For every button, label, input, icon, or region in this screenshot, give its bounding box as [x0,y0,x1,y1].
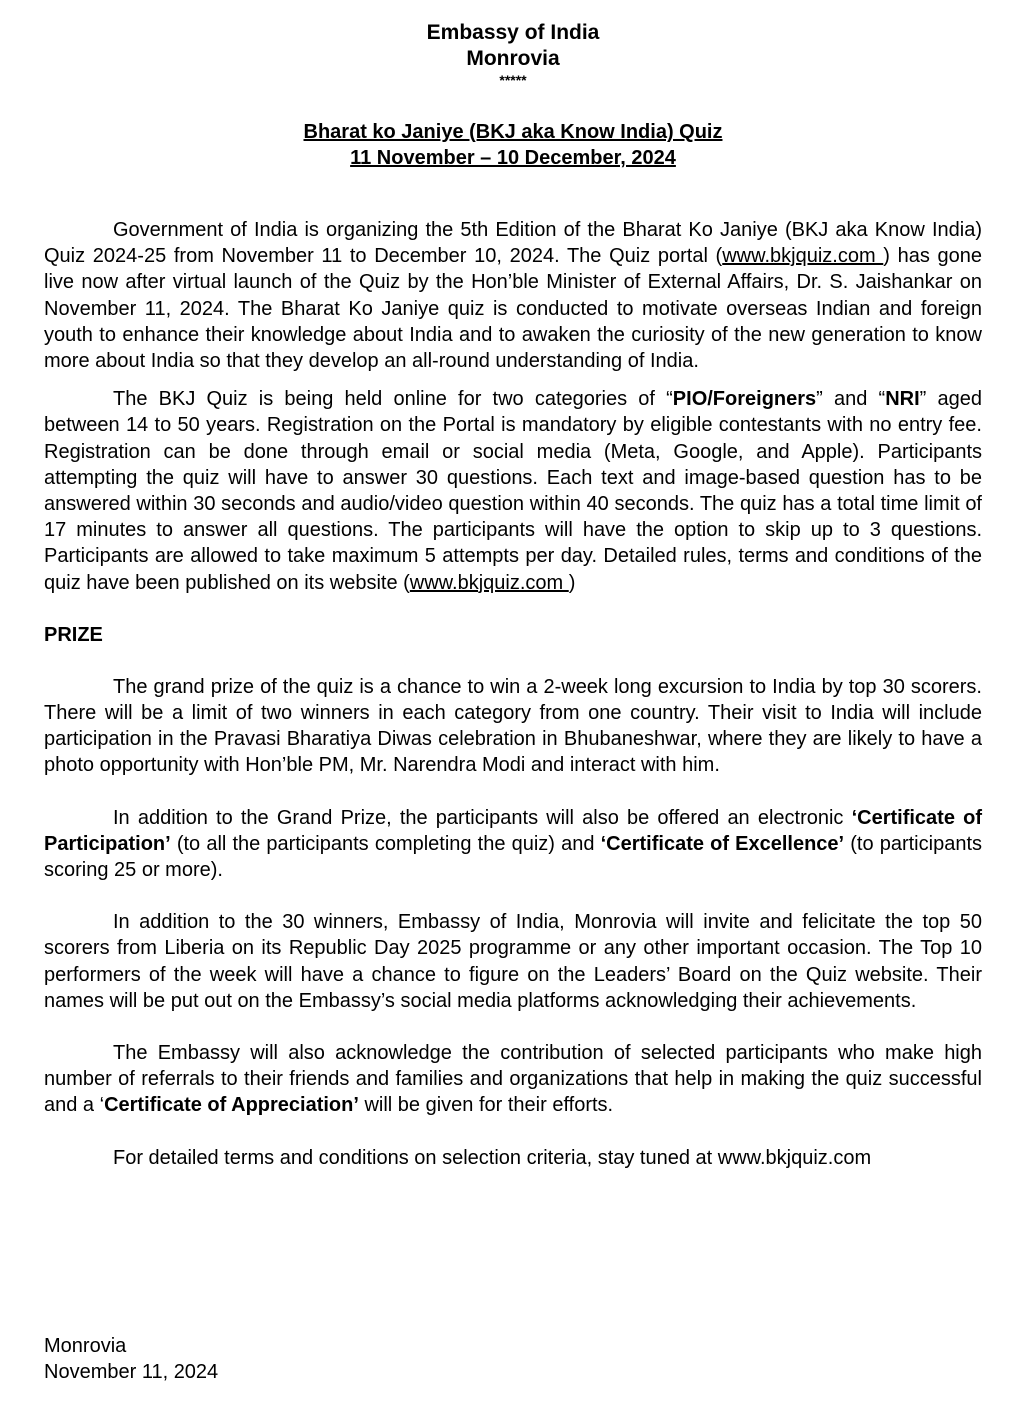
paragraph-text: (to participants scoring 25 or more). [44,832,982,882]
organization-name: Embassy of India [426,21,600,44]
paragraph-categories [44,386,982,596]
document-title [44,119,982,171]
footer-place: Monrovia [44,1335,127,1357]
certificate-appreciation: Certificate of Appreciation’ [104,1094,359,1117]
document-body [44,217,982,1171]
paragraph-felicitation: In addition to the 30 winners, Embassy of India, Monrovia will invite and felicitate the top 50 scorers from Liberia on its Republic Day 2025 programme or any other important occasion. The Top 10 performers of the week will have a chance to figure on the Leaders’ Board on the Quiz website. Their names will be put out on the Embassy’s social media platforms acknowledging their achievements. [44,911,982,1012]
paragraph-certificates [44,805,982,884]
paragraph-text: (to all the participants completing the quiz) and [170,832,601,855]
footer-date: November 11, 2024 [44,1361,219,1383]
letterhead [44,20,982,88]
paragraph-text: will be given for their efforts. [358,1094,614,1117]
signature-block [44,1333,218,1385]
paragraph-terms: For detailed terms and conditions on selection criteria, stay tuned at www.bkjquiz.com [113,1146,872,1169]
paragraph-text: Government of India is organizing the 5th Edition of the Bharat Ko Janiye (BKJ aka Know India) Quiz 2024-25 from November 11 to December 10, 2024. The Quiz portal ( [44,219,982,268]
organization-city: Monrovia [466,47,560,70]
category-pio: PIO/Foreigners [672,388,817,411]
paragraph-grand-prize: The grand prize of the quiz is a chance to win a 2-week long excursion to India by top 30 scorers. There will be a limit of two winners in each category from one country. Their visit to India will include participation in the Pravasi Bharatiya Diwas celebration in Bhubaneshwar, where they are likely to have a photo opportunity with Hon’ble PM, Mr. Narendra Modi and interact with him. [44,675,982,777]
paragraph-text: ) has gone live now after virtual launch of the Quiz by the Hon’ble Minister of External Affairs, Dr. S. Jaishankar on November 11, 2024. The Bharat Ko Janiye quiz is conducted to motivate overseas Indian and foreign youth to enhance their knowledge about India and to awaken the curiosity of the new generation to know more about India so that they develop an all-round understanding of India. [44,245,983,373]
title-line-1: Bharat ko Janiye (BKJ aka Know India) Quiz [303,121,723,143]
title-line-2: 11 November – 10 December, 2024 [350,147,676,169]
paragraph-intro [44,217,982,374]
category-nri: NRI [885,388,920,411]
certificate-excellence: ‘Certificate of Excellence’ [600,832,845,855]
quiz-portal-link[interactable]: www.bkjquiz.com [722,245,884,268]
prize-heading: PRIZE [44,623,103,646]
paragraph-text: In addition to the Grand Prize, the participants will also be offered an electronic [113,806,852,829]
website-link[interactable]: www.bkjquiz.com [409,571,569,594]
paragraph-text: The BKJ Quiz is being held online for two categories of “ [113,388,673,411]
paragraph-referrals [44,1040,982,1119]
paragraph-text: ) [568,571,576,594]
paragraph-text: ” aged between 14 to 50 years. Registration on the Portal is mandatory by eligible contestants with no entry fee. Registration can be done through email or social media (Meta, Google, and Apple). Participants attempting the quiz will have to answer 30 questions. Each text and image-based question has to be answered within 30 seconds and audio/video question within 40 seconds. The quiz has a total time limit of 17 minutes to answer all questions. The participants will have the option to skip up to 3 questions. Participants are allowed to take maximum 5 attempts per day. Detailed rules, terms and conditions of the quiz have been published on its website ( [44,388,982,594]
paragraph-text: ” and “ [816,388,886,411]
paragraph-text: The Embassy will also acknowledge the contribution of selected participants who make high number of referrals to their friends and families and organizations that help in making the quiz successful and a ‘ [44,1042,982,1117]
certificate-participation: ‘Certificate of Participation’ [44,806,982,855]
separator-stars: ***** [499,72,527,88]
